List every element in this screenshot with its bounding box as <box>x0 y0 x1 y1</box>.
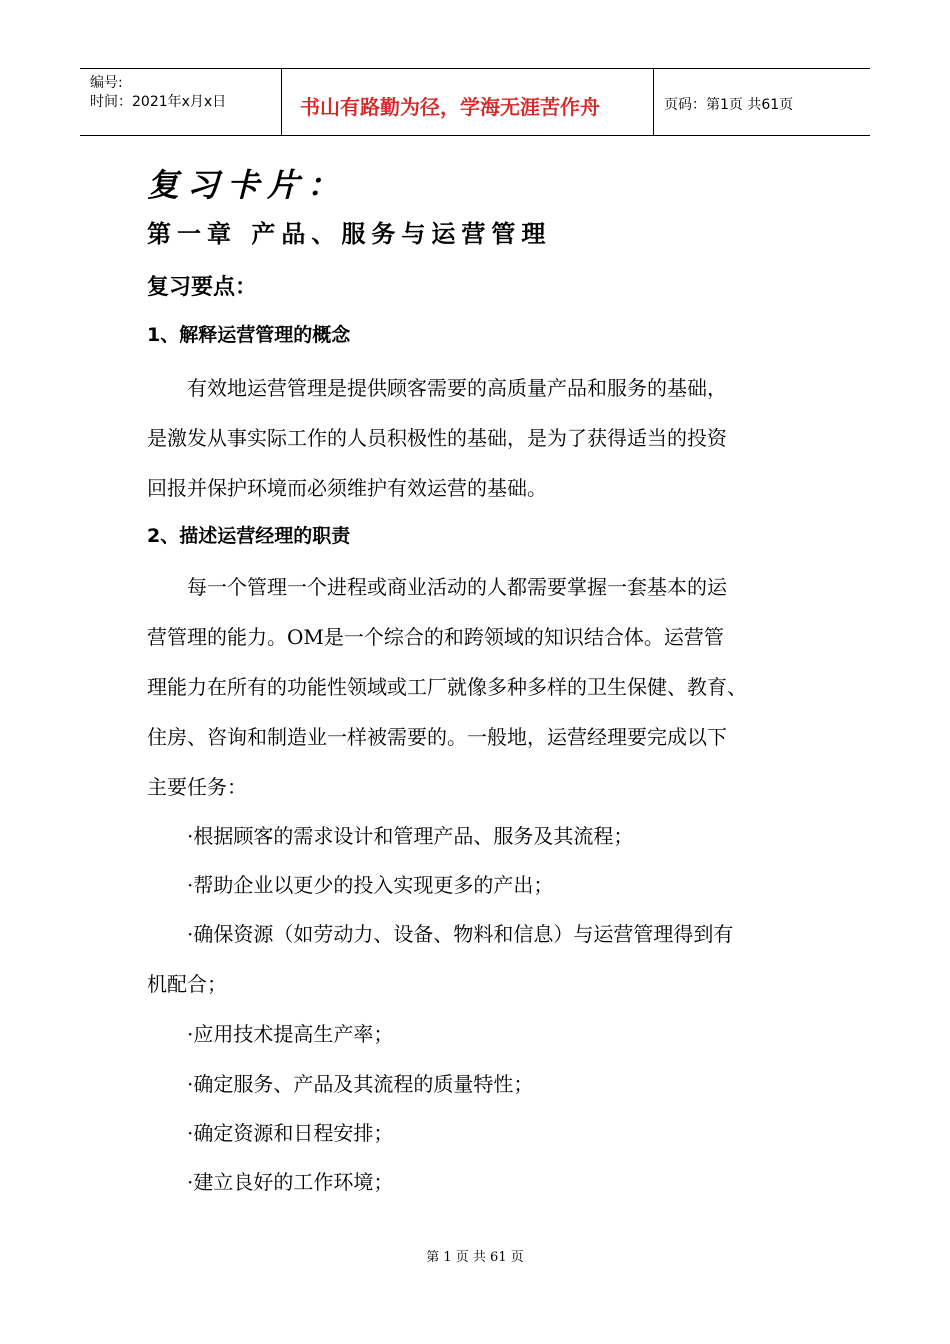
bullet-item-continuation: 机配合； <box>147 972 227 996</box>
bullet-item: ·确保资源（如劳动力、设备、物料和信息）与运营管理得到有 <box>187 922 734 946</box>
section-1-heading: 1、解释运营管理的概念 <box>147 324 351 346</box>
page-header <box>80 68 870 136</box>
bullet-item: ·根据顾客的需求设计和管理产品、服务及其流程； <box>187 824 634 848</box>
paragraph-line: 有效地运营管理是提供顾客需要的高质量产品和服务的基础， <box>187 376 727 400</box>
bullet-item: ·帮助企业以更少的投入实现更多的产出； <box>187 873 554 897</box>
header-page-cell <box>654 69 870 135</box>
document-title: 复习卡片： <box>147 166 348 204</box>
bullet-item: ·应用技术提高生产率； <box>187 1022 394 1046</box>
paragraph-line: 每一个管理一个进程或商业活动的人都需要掌握一套基本的运 <box>187 575 727 599</box>
header-motto-cell <box>282 69 654 135</box>
review-heading: 复习要点： <box>147 275 258 300</box>
paragraph-line: 主要任务： <box>147 775 247 799</box>
paragraph-line: 回报并保护环境而必须维护有效运营的基础。 <box>147 476 547 500</box>
bullet-item: ·确定资源和日程安排； <box>187 1121 394 1145</box>
chapter-title: 第一章 产品、服务与运营管理 <box>147 219 552 248</box>
paragraph-line: 营管理的能力。OM是一个综合的和跨领域的知识结合体。运营管 <box>147 625 724 649</box>
date-label: 时间：2021年x月x日 <box>90 94 227 110</box>
paragraph-line: 理能力在所有的功能性领域或工厂就像多种多样的卫生保健、教育、 <box>147 675 747 699</box>
section-2-heading: 2、描述运营经理的职责 <box>147 525 351 547</box>
paragraph-line: 住房、咨询和制造业一样被需要的。一般地，运营经理要完成以下 <box>147 725 727 749</box>
paragraph-line: 是激发从事实际工作的人员积极性的基础，是为了获得适当的投资 <box>147 426 727 450</box>
header-info-cell <box>80 69 282 135</box>
number-label: 编号: <box>90 75 123 91</box>
bullet-item: ·确定服务、产品及其流程的质量特性； <box>187 1072 534 1096</box>
page-info: 页码：第1页 共61页 <box>664 97 794 113</box>
motto: 书山有路勤为径，学海无涯苦作舟 <box>300 95 600 119</box>
bullet-item: ·建立良好的工作环境； <box>187 1170 394 1194</box>
page-footer: 第 1 页 共 61 页 <box>426 1250 524 1265</box>
